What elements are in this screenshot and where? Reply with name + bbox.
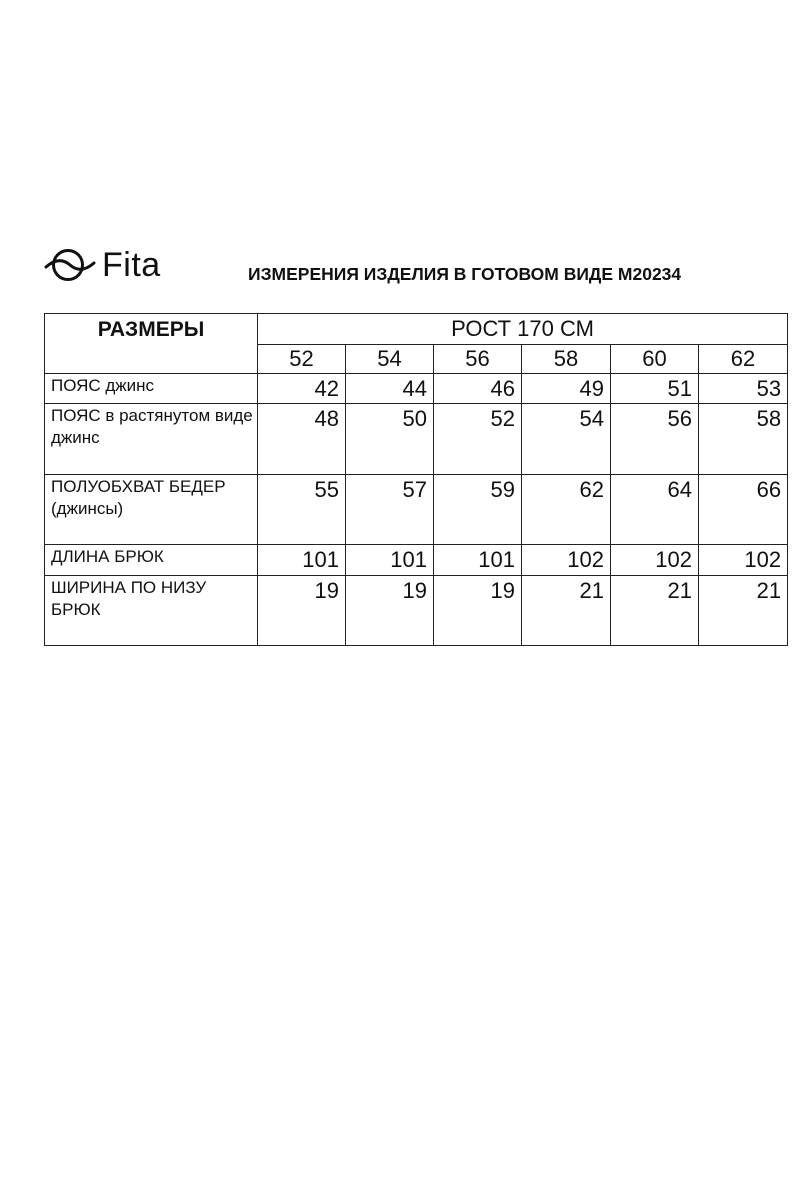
table-header-row (45, 314, 788, 345)
table-row (45, 374, 788, 404)
table-row (45, 404, 788, 475)
value-cell: 21 (699, 576, 788, 646)
value-cell: 49 (522, 374, 611, 404)
value-cell: 54 (522, 404, 611, 475)
value-cell: 48 (258, 404, 346, 475)
table-row (45, 545, 788, 576)
value-cell: 56 (611, 404, 699, 475)
size-cell: 62 (699, 345, 788, 374)
value-cell: 55 (258, 475, 346, 545)
value-cell: 57 (346, 475, 434, 545)
size-cell: 56 (434, 345, 522, 374)
value-cell: 66 (699, 475, 788, 545)
value-cell: 19 (434, 576, 522, 646)
value-cell: 21 (611, 576, 699, 646)
size-cell: 52 (258, 345, 346, 374)
value-cell: 101 (258, 545, 346, 576)
row-label: ПОЯС джинс (45, 374, 258, 404)
value-cell: 19 (346, 576, 434, 646)
size-table (44, 313, 788, 646)
value-cell: 101 (434, 545, 522, 576)
value-cell: 102 (611, 545, 699, 576)
brand-logo (44, 244, 161, 286)
fita-logo-icon (44, 244, 96, 286)
row-label: ПОЯС в растянутом виде джинс (45, 404, 258, 475)
value-cell: 50 (346, 404, 434, 475)
row-label: ШИРИНА ПО НИЗУ БРЮК (45, 576, 258, 646)
document-title: ИЗМЕРЕНИЯ ИЗДЕЛИЯ В ГОТОВОМ ВИДЕ М20234 (248, 264, 682, 284)
sizes-header: РАЗМЕРЫ (45, 314, 258, 374)
value-cell: 102 (699, 545, 788, 576)
value-cell: 52 (434, 404, 522, 475)
size-cell: 60 (611, 345, 699, 374)
brand-name: Fita (102, 246, 161, 284)
value-cell: 51 (611, 374, 699, 404)
table-row (45, 576, 788, 646)
value-cell: 102 (522, 545, 611, 576)
value-cell: 46 (434, 374, 522, 404)
table-row (45, 475, 788, 545)
value-cell: 42 (258, 374, 346, 404)
value-cell: 44 (346, 374, 434, 404)
size-cell: 58 (522, 345, 611, 374)
row-label: ДЛИНА БРЮК (45, 545, 258, 576)
size-cell: 54 (346, 345, 434, 374)
value-cell: 21 (522, 576, 611, 646)
value-cell: 58 (699, 404, 788, 475)
value-cell: 53 (699, 374, 788, 404)
row-label: ПОЛУОБХВАТ БЕДЕР (джинсы) (45, 475, 258, 545)
value-cell: 101 (346, 545, 434, 576)
height-header: РОСТ 170 СМ (258, 314, 788, 345)
value-cell: 59 (434, 475, 522, 545)
value-cell: 19 (258, 576, 346, 646)
value-cell: 64 (611, 475, 699, 545)
value-cell: 62 (522, 475, 611, 545)
